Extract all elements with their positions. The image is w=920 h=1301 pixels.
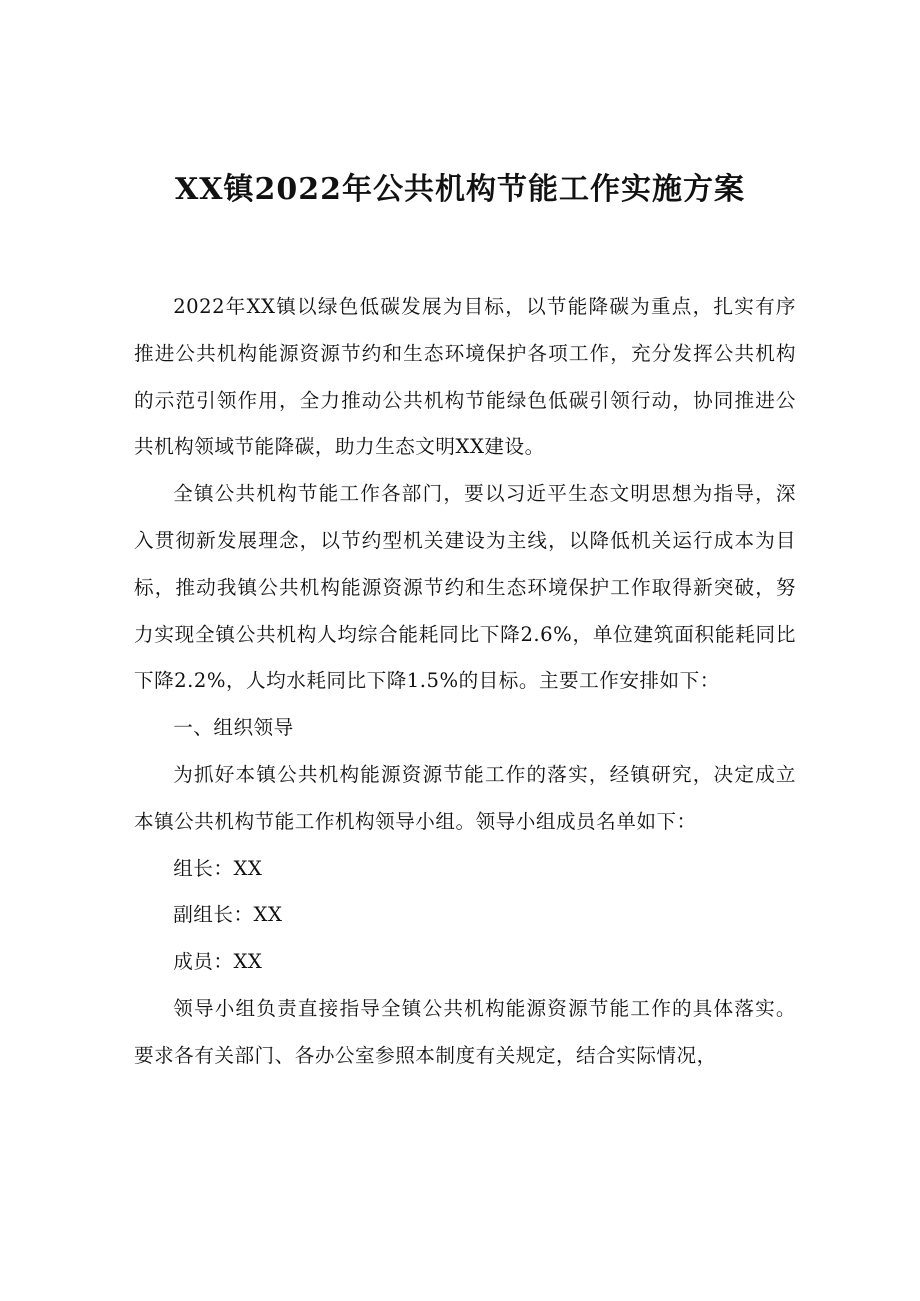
- section-heading-organization: 一、组织领导: [173, 716, 294, 740]
- deputy-group-leader: 副组长：XX: [173, 903, 283, 927]
- document-body: [134, 284, 796, 1080]
- paragraph-responsibility: 领导小组负责直接指导全镇公共机构能源资源节能工作的具体落实。要求各有关部门、各办公室参照本制度有关规定，结合实际情况，: [134, 996, 796, 1067]
- group-leader: 组长：XX: [173, 856, 263, 880]
- paragraph-intro: 2022年XX镇以绿色低碳发展为目标，以节能降碳为重点，扎实有序推进公共机构能源资源节约和生态环境保护各项工作，充分发挥公共机构的示范引领作用，全力推动公共机构节能绿色低碳引领行动，协同推进公共机构领域节能降碳，助力生态文明XX建设。: [134, 295, 796, 459]
- paragraph-guidance: 全镇公共机构节能工作各部门，要以习近平生态文明思想为指导，深入贯彻新发展理念，以节约型机关建设为主线，以降低机关运行成本为目标，推动我镇公共机构能源资源节约和生态环境保护工作取得新突破，努力实现全镇公共机构人均综合能耗同比下降2.6%，单位建筑面积能耗同比下降2.2%，人均水耗同比下降1.5%的目标。主要工作安排如下：: [134, 482, 796, 693]
- paragraph-leadership-group: 为抓好本镇公共机构能源资源节能工作的落实，经镇研究，决定成立本镇公共机构节能工作机构领导小组。领导小组成员名单如下：: [134, 762, 796, 833]
- document-title: XX镇2022年公共机构节能工作实施方案: [174, 172, 746, 207]
- group-members: 成员：XX: [173, 950, 263, 974]
